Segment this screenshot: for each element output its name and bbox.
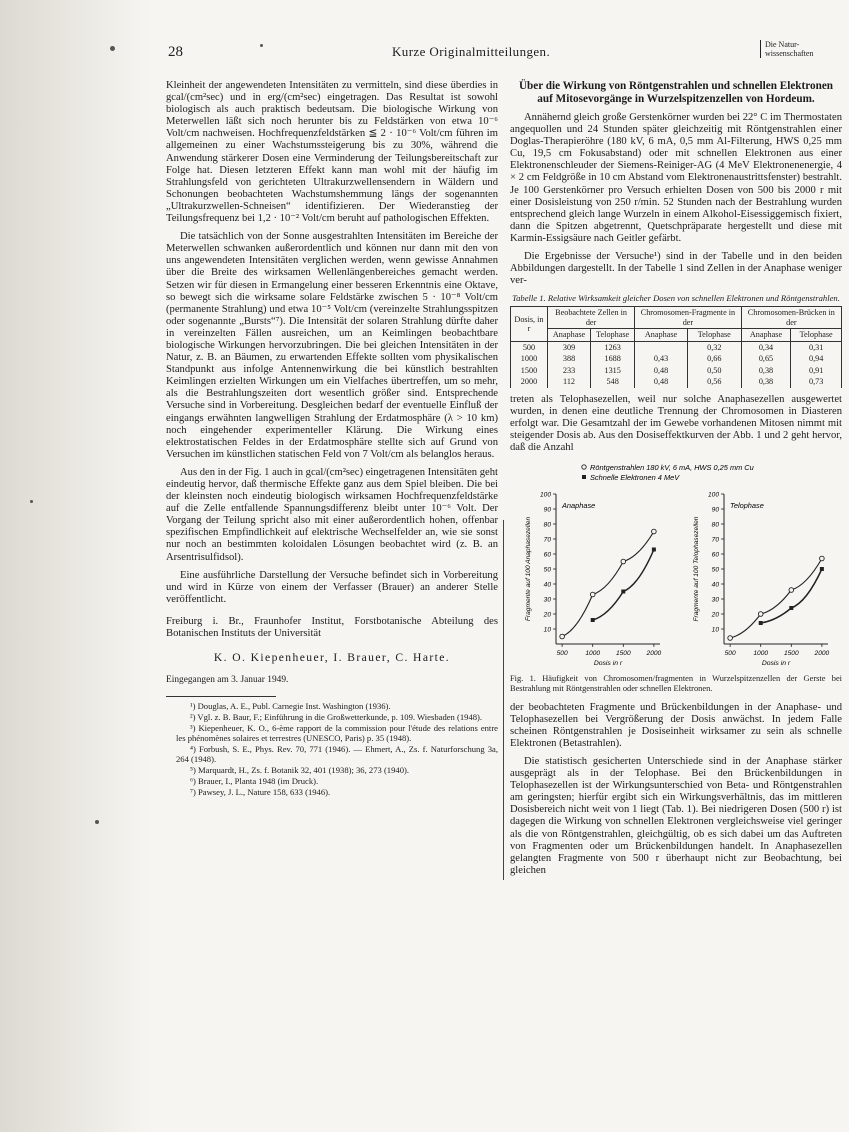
- paragraph: Die Ergebnisse der Versuche¹) sind in der Tabelle und in den beiden Abbildungen dargestellt. In der Tabelle 1 sind Zellen in der Anaphase weniger ver-: [510, 251, 842, 287]
- right-column: [510, 80, 842, 877]
- paragraph: Annähernd gleich große Gerstenkörner wurden bei 22° C im Thermostaten angequollen und 24 Stunden später gleichzeitig mit Röntgenstrahlen einer Doglas-Therapieröhre (180 kV, 6 mA, 0,5 mm Al-Filterung, HWS 0,25 mm Cu, 19,5 cm Fokusabstand) oder mit schnellen Elektronen aus einer Elektronenschleuder der Siemens-Reiniger-AG (4 MeV Elektronenenergie, 4 × 2 cm Feldgröße in 10 cm Abstand vom Elektronenaustrittsfenster) bestrahlt. Je 100 Gerstenkörner pro Versuch erhielten Dosen von 500 bis 2000 r mit einer Dosisleistung von 250 r/min. 52 Stunden nach der Bestrahlung wurden entsprechend gleich lange Wurzeln in einem Alkohol-Eisessiggemisch fixiert, dann die Spitzen abgetrennt, Quetschpräparate hergestellt und diese mit Karmin-Essigsäure nach Geitler gefärbt.: [510, 112, 842, 244]
- data-point-electrons: [621, 590, 625, 594]
- received-date: Eingegangen am 3. Januar 1949.: [166, 675, 289, 686]
- x-tick-label: 1000: [753, 650, 769, 658]
- data-point-xray: [652, 529, 657, 534]
- table-cell: 0,66: [687, 353, 741, 365]
- page-binding-shadow: [0, 0, 150, 1132]
- table-cell: 112: [547, 376, 590, 388]
- table-row: [511, 376, 842, 388]
- print-speck: [260, 44, 263, 47]
- series-curve: [562, 532, 654, 637]
- table-subheader: Telophase: [791, 329, 842, 342]
- data-point-xray: [789, 588, 794, 593]
- x-axis-label: Dosis in r: [761, 660, 791, 668]
- table-header-group: Beobachtete Zellen in der: [547, 307, 634, 329]
- data-point-electrons: [759, 621, 763, 625]
- print-speck: [95, 820, 99, 824]
- data-point-xray: [820, 556, 825, 561]
- article-title: Über die Wirkung von Röntgenstrahlen und schnellen Elektronen auf Mitosevorgänge in Wurzelspitzenzellen von Hordeum.: [518, 80, 834, 105]
- table-cell: 1315: [591, 365, 635, 377]
- table-cell: 0,34: [741, 341, 791, 353]
- panel-title: Anaphase: [562, 501, 596, 511]
- x-axis-label: Dosis in r: [593, 660, 623, 668]
- page-number: 28: [168, 44, 183, 60]
- y-tick-label: 20: [711, 611, 719, 619]
- author-list: K. O. Kiepenheuer, I. Brauer, C. Harte.: [213, 651, 451, 665]
- print-speck: [30, 500, 33, 503]
- data-point-electrons: [820, 567, 824, 571]
- y-tick-label: 60: [543, 551, 551, 559]
- left-column: [166, 80, 498, 797]
- table-cell: 2000: [511, 376, 548, 388]
- column-rule: [503, 520, 504, 880]
- affiliation: Freiburg i. Br., Fraunhofer Institut, Forstbotanische Abteilung des Botanischen Instituts der Universität: [166, 615, 498, 640]
- table-row: [511, 353, 842, 365]
- x-tick-label: 1000: [585, 650, 601, 658]
- table-cell: 388: [547, 353, 590, 365]
- data-point-electrons: [789, 606, 793, 610]
- x-tick-label: 1500: [615, 650, 631, 658]
- table-cell: 1263: [591, 341, 635, 353]
- footnote: ⁵) Marquardt, H., Zs. f. Botanik 32, 401 (1938); 36, 273 (1940).: [190, 765, 410, 776]
- x-tick-label: 1500: [783, 650, 799, 658]
- chart-legend: [582, 463, 754, 482]
- y-axis-label: Fragmente auf 100 Telophasezellen: [693, 516, 700, 622]
- table-cell: 1000: [511, 353, 548, 365]
- table-cell: 0,56: [687, 376, 741, 388]
- y-tick-label: 100: [539, 491, 551, 499]
- data-point-xray: [728, 636, 733, 641]
- table-cell: 0,38: [741, 376, 791, 388]
- paragraph: Die tatsächlich von der Sonne ausgestrahlten Intensitäten im Bereiche der Meterwellen schwanken außerordentlich und können nur dann mit den von uns angewendeten Intensitäten verglichen werden, wenn gewisse Annahmen über die Breite des wirksamen Wellenlängenbereiches gemacht werden. Setzen wir für diesen in Ermangelung einer besseren Erkenntnis eine Oktave, so bewegt sich die wirksame solare Feldstärke zwischen 5 · 10⁻⁸ Volt/cm (permanente Strahlung) und etwa 10⁻⁵ Volt/cm (vereinzelte Strahlungsspitzen oder sogenannte „Bursts“⁷). Die Intensität der solaren Strahlung dürfte daher in vereinzelten Fällen ausreichen, um an Keimlingen beobachtbare biologische Wirkungen hervorzubringen. Die bei gleichen Intensitäten in der Natur, z. B. an Bäumen, zu erwartenden Effekte sollten vom physikalischen Standpunkt aus infolge Antennenwirkung die bei künstlich bestrahlten Keimlingen erzielten Wirkungen um ein Vielfaches übertreffen, um so mehr, als die Bestrahlungszeiten dort wesentlich größer sind. Entsprechende Versuche sind in Vorbereitung. Desgleichen bedarf der eventuelle Einfluß der eingangs erwähnten langwelligen Strahlung der Erdatmosphäre (λ > 10 km) noch eingehender experimenteller Klärung. Die Wirkung eines elektrostatischen Feldes in der Erdatmosphäre stellte sich auf Grund von Versuchen im künstlichen statischen Feld von 7 Volt/cm als belanglos heraus.: [166, 231, 498, 460]
- paragraph: der beobachteten Fragmente und Brückenbildungen in der Anaphase- und Telophasezellen bei Vergrößerung der Dosis anwächst. In jedem Falle scheinen Röntgenstrahlen je Dosiseinheit wirksamer zu sein als schnelle Elektronen (Betastrahlen).: [510, 701, 842, 749]
- chart-panels: [525, 492, 830, 668]
- y-tick-label: 40: [543, 581, 551, 589]
- x-tick-label: 500: [556, 650, 568, 658]
- table-caption: Tabelle 1. Relative Wirksamkeit gleicher Dosen von schnellen Elektronen und Röntgenstrahlen.: [512, 293, 840, 304]
- x-tick-label: 2000: [814, 650, 830, 658]
- dose-effect-chart: [510, 458, 842, 668]
- table-subheader: Anaphase: [547, 329, 590, 342]
- figure-caption: Fig. 1. Häufigkeit von Chromosomen/fragmenten in Wurzelspitzenzellen der Gerste bei Bestrahlung mit Röntgenstrahlen oder schnellen Elektronen.: [510, 674, 842, 693]
- running-head: Kurze Originalmitteilungen.: [392, 44, 551, 59]
- y-tick-label: 90: [711, 506, 719, 514]
- journal-name: [760, 40, 845, 58]
- table-subheader: Anaphase: [635, 329, 688, 342]
- print-speck: [110, 46, 115, 51]
- table-cell: 0,65: [741, 353, 791, 365]
- table-cell: 233: [547, 365, 590, 377]
- data-point-xray: [560, 634, 565, 639]
- table-cell: 0,31: [791, 341, 842, 353]
- y-tick-label: 50: [711, 566, 719, 574]
- data-point-xray: [590, 592, 595, 597]
- table-cell: 309: [547, 341, 590, 353]
- series-curve: [761, 569, 822, 623]
- journal-name-line1: Die Natur-: [765, 40, 800, 49]
- y-tick-label: 70: [543, 536, 551, 544]
- table-cell: 0,48: [635, 376, 688, 388]
- footnote: ⁷) Pawsey, J. L., Nature 158, 633 (1946).: [190, 787, 331, 798]
- y-tick-label: 30: [543, 596, 551, 604]
- page-header: [0, 40, 849, 66]
- table-cell: 548: [591, 376, 635, 388]
- table-header-group: Chromosomen-Fragmente in der: [635, 307, 741, 329]
- paragraph: treten als Telophasezellen, weil nur solche Anaphasezellen ausgewertet wurden, in denen eine deutliche Trennung der Chromosomen in Diasteren erfolgt war. Die Gesamtzahl der im Gewebe vorhandenen Mitosen nimmt mit steigender Dosis ab. Aus den Dosiseffektkurven der Abb. 1 und 2 geht hervor, daß die Anzahl: [510, 393, 842, 454]
- footnote: ⁴) Forbush, S. E., Phys. Rev. 70, 771 (1946). — Ehmert, A., Zs. f. Naturforschung 3a, 264 (1948).: [176, 744, 498, 765]
- legend-label-electrons: Schnelle Elektronen 4 MeV: [590, 473, 680, 483]
- table-cell: 0,50: [687, 365, 741, 377]
- table-subheader: Telophase: [687, 329, 741, 342]
- table-cell: 0,38: [741, 365, 791, 377]
- panel-title: Telophase: [730, 501, 764, 511]
- legend-marker-electrons: [582, 475, 586, 479]
- footnote: ²) Vgl. z. B. Baur, F.; Einführung in die Großwetterkunde, p. 109. Wiesbaden (1948).: [190, 712, 483, 723]
- series-curve: [730, 559, 822, 639]
- journal-name-line2: wissenschaften: [765, 49, 814, 58]
- y-tick-label: 90: [543, 506, 551, 514]
- table-row: [511, 365, 842, 377]
- y-tick-label: 80: [711, 521, 719, 529]
- footnote: ¹) Douglas, A. E., Publ. Carnegie Inst. Washington (1936).: [190, 701, 391, 712]
- paragraph: Kleinheit der angewendeten Intensitäten zu vermitteln, sind diese überdies in gcal/(cm²sec) und in erg/(cm²sec) eingetragen. Das Resultat ist sowohl biologisch als auch praktisch bedeutsam. Die biologische Wirkung von Meterwellen läßt sich noch herunter bis zu Feldstärken von etwa 10⁻⁶ Volt/cm nachweisen. Hochfrequenzfeldstärken ≦ 2 · 10⁻⁶ Volt/cm führen im allgemeinen zu einer Wachstumssteigerung bis zu 30%, während die Anwendung stärkerer Dosen eine Verminderung der Teilungsbereitschaft zur Folge hat. Diesen letzteren Effekt kann man wohl mit der häufig im Strahlungsfeld von gerichteten Ultrakurzwellensendern in Wäldern und Schonungen beobachteten Wachstumshemmung längs der sogenannten „Ultrakurzwellen-Schneisen“ identifizieren. Der Wiederanstieg der Teilungsfrequenz bei 1,2 · 10⁻² Volt/cm beruht auf pathologischen Effekten.: [166, 80, 498, 225]
- legend-marker-xray: [582, 465, 586, 469]
- y-tick-label: 100: [707, 491, 719, 499]
- table-cell: 0,43: [635, 353, 688, 365]
- table-cell: 0,91: [791, 365, 842, 377]
- data-point-electrons: [591, 618, 595, 622]
- table-header-group: Chromosomen-Brücken in der: [741, 307, 841, 329]
- legend-label-xray: Röntgenstrahlen 180 kV, 6 mA, HWS 0,25 mm Cu: [590, 463, 754, 473]
- x-tick-label: 2000: [646, 650, 662, 658]
- table-subheader: Telophase: [591, 329, 635, 342]
- table-cell: [635, 341, 688, 353]
- paragraph: Die statistisch gesicherten Unterschiede sind in der Anaphase stärker ausgeprägt als in der Telophase. Bei den Brückenbildungen in Telophasezellen ist der Wirkungsunterschied von Beta- und Röntgenstrahlen am geringsten; hierfür ergibt sich ein Wirkungsverhältnis, das im mittleren Dosisbereich nicht weit von 1 liegt (Tab. 1). Bei niedrigeren Dosen (500 r) ist dagegen die Wirkung von schnellen Elektronen vergleichsweise viel geringer als die von Röntgenstrahlen, gleichgültig, ob es sich dabei um das Auftreten von Fragmenten oder um Brückenbildungen handelt. In Anaphasezellen gelangten Fragmente von 500 r überhaupt nicht zur Beobachtung, bei gleichen: [510, 755, 842, 876]
- x-tick-label: 500: [724, 650, 736, 658]
- table-cell: 1500: [511, 365, 548, 377]
- footnote-rule: [166, 696, 276, 697]
- table-cell: 0,73: [791, 376, 842, 388]
- data-point-xray: [621, 559, 626, 564]
- data-point-electrons: [652, 548, 656, 552]
- footnote: ⁶) Brauer, I., Planta 1948 (im Druck).: [190, 776, 319, 787]
- y-tick-label: 10: [711, 626, 719, 634]
- table-cell: 0,32: [687, 341, 741, 353]
- y-tick-label: 20: [543, 611, 551, 619]
- y-tick-label: 10: [543, 626, 551, 634]
- figure-1: [510, 458, 842, 672]
- footnote: ³) Kiepenheuer, K. O., 6-ème rapport de la commission pour l'étude des relations entre les phénomènes solaires et terrestres (UNESCO, Paris) p. 35 (1948).: [176, 723, 498, 744]
- table-subheader: Anaphase: [741, 329, 791, 342]
- paragraph: Aus den in der Fig. 1 auch in gcal/(cm²sec) eingetragenen Intensitäten geht eindeutig hervor, daß thermische Effekte ganz aus dem Spiel bleiben. Die bei der kleinsten noch eindeutig biologisch wirksamen Hochfrequenzfeldstärke auf die Zelle entfallende Spannungsdifferenz bleibt unter 10⁻⁶ Volt. Der Vorgang der Teilung spricht also mit einer außerordentlich hohen, offenbar spezifischen Empfindlichkeit auf elektrische Wechselfelder an, wie sie sonst nur noch an bestimmten koloidalen Lösungen beobachtet wird (z. B. an Arsentrisulfidsol).: [166, 466, 498, 563]
- table-cell: 0,94: [791, 353, 842, 365]
- table-row: [511, 341, 842, 353]
- table-cell: 500: [511, 341, 548, 353]
- y-tick-label: 80: [543, 521, 551, 529]
- y-tick-label: 60: [711, 551, 719, 559]
- table-cell: 0,48: [635, 365, 688, 377]
- paragraph: Eine ausführliche Darstellung der Versuche befindet sich in Vorbereitung und wird in Kürze von einem der Verfasser (Brauer) an anderer Stelle veröffentlicht.: [166, 569, 498, 605]
- y-axis-label: Fragmente auf 100 Anaphasezellen: [525, 517, 532, 622]
- y-tick-label: 50: [543, 566, 551, 574]
- y-tick-label: 40: [711, 581, 719, 589]
- table-cell: 1688: [591, 353, 635, 365]
- data-point-xray: [758, 612, 763, 617]
- y-tick-label: 70: [711, 536, 719, 544]
- y-tick-label: 30: [711, 596, 719, 604]
- results-table: [510, 306, 842, 388]
- table-header-dosis: Dosis, in r: [511, 307, 548, 342]
